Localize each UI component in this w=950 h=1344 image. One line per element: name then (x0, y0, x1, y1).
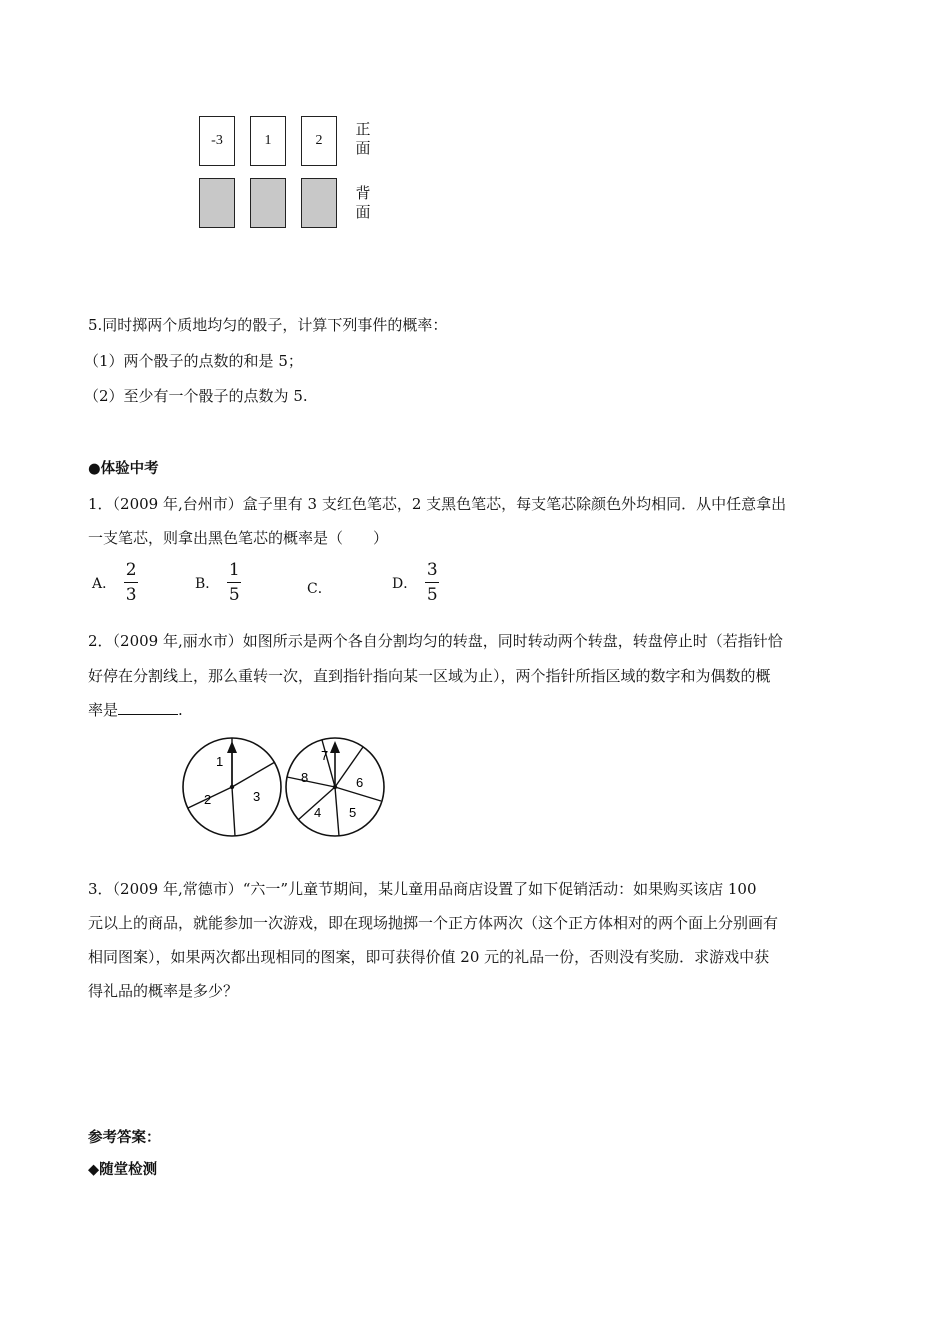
section-heading-exam: ●体验中考 (88, 461, 159, 477)
exam-q2-line2: 好停在分割线上，那么重转一次，直到指针指向某一区域为止），两个指针所指区域的数字和为偶数的概 (88, 667, 771, 685)
answer-blank (118, 700, 178, 715)
exam-q1-line1: 1．（2009 年,台州市）盒子里有 3 支红色笔芯，2 支黑色笔芯，每支笔芯除颜色外均相同．从中任意拿出 (88, 495, 787, 513)
spinner2-sector-6: 6 (356, 775, 364, 790)
q5-stem: 5.同时掷两个质地均匀的骰子，计算下列事件的概率： (88, 316, 448, 334)
q5-part2: （2）至少有一个骰子的点数为 5. (84, 387, 308, 405)
card-back-1 (199, 178, 235, 228)
spinner1-sector-2: 2 (204, 792, 212, 807)
option-b (195, 560, 241, 605)
spinner-2 (286, 738, 384, 836)
option-a-label: A． (92, 575, 117, 592)
q5-part1: （1）两个骰子的点数的和是 5； (84, 352, 303, 370)
spinner-1 (183, 738, 281, 836)
exam-q2-line1: 2．（2009 年,丽水市）如图所示是两个各自分割均匀的转盘，同时转动两个转盘，转盘停止时（若指针恰 (88, 632, 783, 650)
spinner1-sector-1: 1 (216, 754, 224, 769)
option-d-fraction: $\frac{3}{5}$ (426, 560, 438, 605)
option-c-label: C． (307, 581, 332, 597)
answers-heading: 参考答案： (88, 1130, 161, 1146)
option-d (392, 560, 439, 605)
option-b-label: B． (195, 575, 220, 592)
card-front-2: 1 (250, 116, 286, 166)
spinners-figure (180, 735, 390, 843)
exam-q3-line2: 元以上的商品，就能参加一次游戏，即在现场抛掷一个正方体两次（这个正方体相对的两个面上分别画有 (88, 914, 779, 932)
card-back-2 (250, 178, 286, 228)
card-front-3: 2 (301, 116, 337, 166)
answers-subheading: ◆随堂检测 (88, 1162, 158, 1178)
front-label: 正 面 (355, 120, 371, 157)
exam-q3-line3: 相同图案），如果两次都出现相同的图案，即可获得价值 20 元的礼品一份，否则没有奖励．求游戏中获 (88, 948, 770, 966)
back-label: 背 面 (355, 184, 371, 221)
card-front-1: -3 (199, 116, 235, 166)
exam-q1-line2: 一支笔芯，则拿出黑色笔芯的概率是（ ） (88, 529, 389, 547)
option-a (92, 560, 138, 605)
option-b-fraction: $\frac{1}{5}$ (228, 560, 240, 605)
exam-q3-line1: 3．（2009 年,常德市）“六一”儿童节期间，某儿童用品商店设置了如下促销活动：如果购买该店 100 (88, 880, 757, 898)
spinner1-sector-3: 3 (253, 789, 261, 804)
option-c (307, 578, 332, 598)
option-d-label: D． (392, 575, 418, 592)
spinner2-sector-7: 7 (321, 748, 329, 763)
spinner2-sector-8: 8 (301, 770, 309, 785)
card-back-3 (301, 178, 337, 228)
spinner2-sector-4: 4 (314, 805, 322, 820)
exam-q2-line3: 率是 . (88, 701, 183, 719)
option-a-fraction: $\frac{2}{3}$ (125, 560, 137, 605)
exam-q3-line4: 得礼品的概率是多少？ (88, 982, 239, 1000)
spinner2-sector-5: 5 (349, 805, 357, 820)
